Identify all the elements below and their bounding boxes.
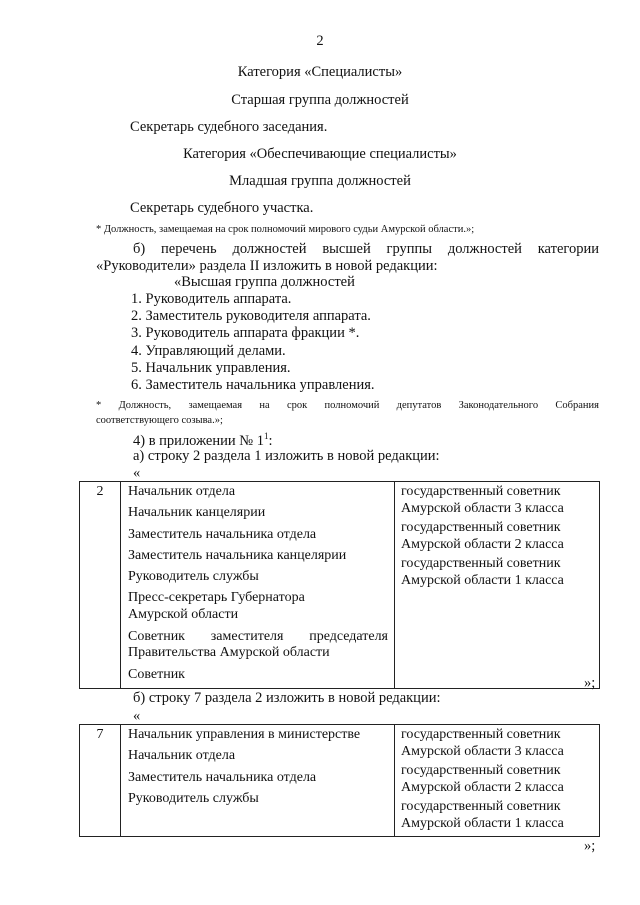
- row-number: 7: [80, 725, 121, 837]
- paragraph-4-text: 4) в приложении № 1: [133, 432, 264, 449]
- positions-cell: [121, 482, 395, 689]
- footnote-deputies-line1: * Должность, замещаемая на срок полномочий депутатов Законодательного Собрания: [96, 400, 599, 411]
- position-item: Заместитель начальника канцелярии: [128, 547, 347, 563]
- sub-a-instruction: а) строку 2 раздела 1 изложить в новой редакции:: [133, 448, 440, 464]
- paragraph-4-heading: [133, 431, 272, 450]
- heading-category-specialists: Категория «Специалисты»: [237, 64, 403, 80]
- position-item: Руководитель службы: [128, 790, 259, 806]
- position-item: Советник заместителя председателя Правительства Амурской области: [128, 628, 388, 661]
- open-quote-a: «: [133, 465, 141, 481]
- paragraph-b-line1: б) перечень должностей высшей группы должностей категории: [133, 241, 599, 257]
- list-item: 4. Управляющий делами.: [131, 342, 286, 359]
- open-quote-b: «: [133, 708, 141, 724]
- position-item: Руководитель службы: [128, 569, 259, 585]
- table-row-7: [79, 724, 600, 837]
- list-item: 6. Заместитель начальника управления.: [131, 377, 375, 394]
- position-item: Начальник канцелярии: [128, 505, 266, 521]
- paragraph-b-line2: «Руководители» раздела II изложить в новой редакции:: [96, 258, 438, 274]
- position-item: Советник: [128, 666, 185, 682]
- page-number: 2: [316, 33, 324, 49]
- table-row-2: [79, 481, 600, 689]
- rank-item: государственный советник Амурской области 3 класса: [401, 484, 564, 516]
- ranks-cell: [395, 725, 600, 837]
- rank-item: государственный советник Амурской области 1 класса: [401, 799, 564, 831]
- heading-category-support: Категория «Обеспечивающие специалисты»: [183, 146, 457, 162]
- highest-group-list: [131, 291, 375, 394]
- positions-cell: [121, 725, 395, 837]
- position-item: Заместитель начальника отдела: [128, 526, 317, 542]
- paragraph-4-superscript: 1: [263, 431, 269, 441]
- paragraph-4-colon: :: [268, 432, 273, 449]
- sub-b-instruction: б) строку 7 раздела 2 изложить в новой редакции:: [133, 690, 441, 706]
- row-number: 2: [80, 482, 121, 689]
- item-court-district-secretary: Секретарь судебного участка.: [130, 200, 314, 216]
- heading-junior-group: Младшая группа должностей: [229, 173, 411, 189]
- footnote-deputies-line2: соответствующего созыва.»;: [96, 415, 223, 426]
- rank-item: государственный советник Амурской области 1 класса: [401, 556, 564, 588]
- position-item: Начальник отдела: [128, 484, 236, 499]
- close-quote-b: »;: [584, 838, 596, 854]
- close-quote-a: »;: [584, 675, 596, 691]
- ranks-cell: [395, 482, 600, 689]
- list-item: 1. Руководитель аппарата.: [131, 291, 292, 307]
- list-item: 3. Руководитель аппарата фракции *.: [131, 325, 360, 342]
- heading-highest-group: «Высшая группа должностей: [174, 274, 355, 290]
- position-item: Заместитель начальника отдела: [128, 769, 317, 785]
- item-court-session-secretary: Секретарь судебного заседания.: [130, 119, 328, 135]
- list-item: 5. Начальник управления.: [131, 359, 291, 376]
- footnote-justice: * Должность, замещаемая на срок полномочий мирового судьи Амурской области.»;: [96, 224, 475, 235]
- rank-item: государственный советник Амурской области 2 класса: [401, 763, 564, 795]
- position-item: Начальник управления в министерстве: [128, 727, 361, 742]
- rank-item: государственный советник Амурской области 2 класса: [401, 520, 564, 552]
- heading-senior-group: Старшая группа должностей: [231, 92, 409, 108]
- position-item: Начальник отдела: [128, 748, 236, 764]
- position-item: Пресс-секретарь Губернатора Амурской области: [128, 590, 305, 623]
- list-item: 2. Заместитель руководителя аппарата.: [131, 308, 371, 325]
- rank-item: государственный советник Амурской области 3 класса: [401, 727, 564, 759]
